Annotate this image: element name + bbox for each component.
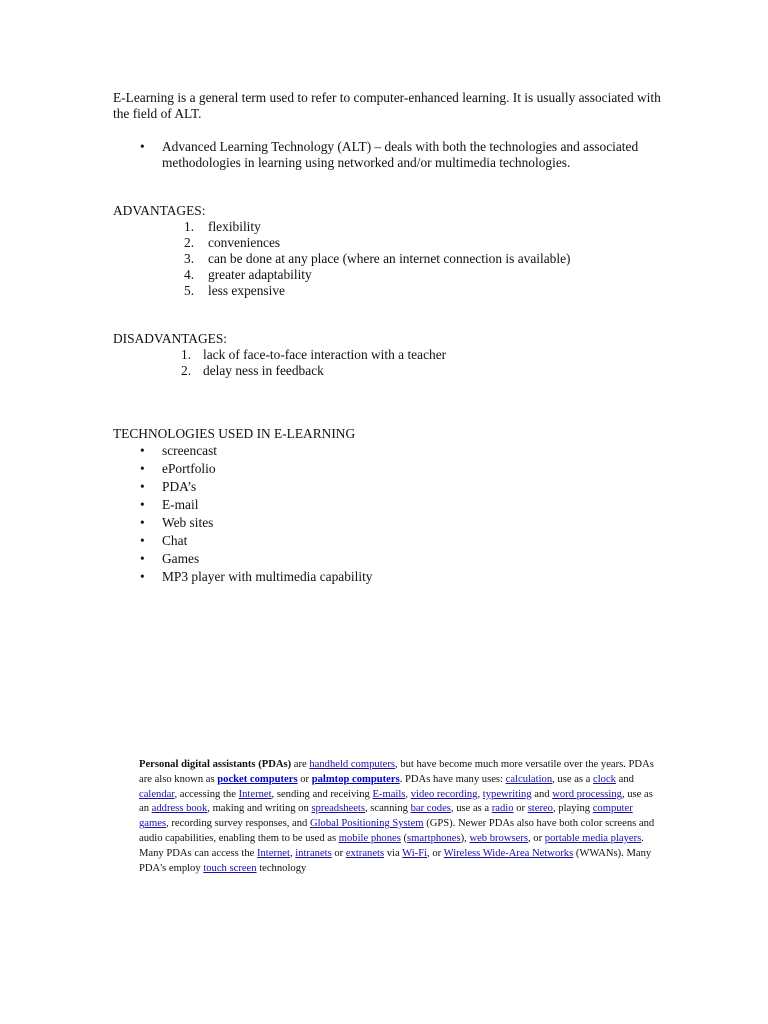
pda-text: or <box>331 847 346 859</box>
link-word-processing[interactable]: word processing <box>552 788 622 800</box>
link-internet[interactable]: Internet <box>238 788 272 800</box>
pda-text: , <box>477 788 483 800</box>
link-typewriting[interactable]: typewriting <box>482 788 532 800</box>
pda-text: . Many PDAs can access the <box>139 832 644 859</box>
list-number: 5. <box>184 283 195 298</box>
pda-text: are <box>291 759 310 770</box>
technology-text: Games <box>162 551 200 566</box>
link-touch-screen[interactable]: touch screen <box>203 862 257 874</box>
pda-text: , use as a <box>450 803 492 815</box>
pda-text: , use as an <box>139 788 653 815</box>
link-radio[interactable]: radio <box>491 803 514 815</box>
link-computer-games[interactable]: computer games <box>139 803 633 830</box>
link-calculation[interactable]: calculation <box>505 773 553 785</box>
list-number: 3. <box>184 251 195 266</box>
link-mobile-phones[interactable]: mobile phones <box>338 832 401 844</box>
pda-text: ( <box>400 832 408 844</box>
pda-text: , or <box>527 832 545 844</box>
pda-text: and <box>531 788 553 800</box>
link-spreadsheets[interactable]: spreadsheets <box>311 803 365 815</box>
pda-text: , sending and receiving <box>271 788 373 800</box>
pda-text: or <box>297 773 312 785</box>
link-portable-media-players[interactable]: portable media players <box>544 832 642 844</box>
alt-bullet-text: Advanced Learning Technology (ALT) – deals with both the technologies and associated methodologies in learning using networked and/or multimedia technologies. <box>162 139 639 170</box>
link-web-browsers[interactable]: web browsers <box>469 832 528 844</box>
link-video-recording[interactable]: video recording <box>410 788 478 800</box>
pda-text: , but have become much more versatile over the years. PDAs are also known as <box>139 759 654 785</box>
link-smartphones[interactable]: smartphones <box>407 832 461 844</box>
technology-text: MP3 player with multimedia capability <box>162 569 373 584</box>
list-number: 1. <box>184 219 195 234</box>
list-number: 2. <box>184 235 195 250</box>
pda-text: , recording survey responses, and <box>166 818 310 830</box>
technology-text: PDA’s <box>162 479 197 494</box>
link-bar-codes[interactable]: bar codes <box>410 803 451 815</box>
advantage-text: conveniences <box>208 235 281 250</box>
bullet-icon: • <box>140 443 145 458</box>
pda-paragraph <box>139 758 659 876</box>
bullet-icon: • <box>140 533 145 548</box>
link-handheld-computers[interactable]: handheld computers <box>309 759 395 770</box>
pda-text: (GPS). Newer PDAs also have both color screens and audio capabilities, enabling them to be used as <box>139 818 655 844</box>
technology-text: screencast <box>162 443 218 458</box>
technologies-heading: TECHNOLOGIES USED IN E-LEARNING <box>113 426 356 441</box>
link-extranets[interactable]: extranets <box>345 847 385 859</box>
pda-text: . PDAs have many uses: <box>399 773 506 785</box>
link-calendar[interactable]: calendar <box>139 788 175 800</box>
technology-text: Chat <box>162 533 188 548</box>
intro-paragraph: E-Learning is a general term used to refer to computer-enhanced learning. It is usually associated with the field of ALT. <box>113 90 661 121</box>
bullet-icon: • <box>140 479 145 494</box>
link-address-book[interactable]: address book <box>151 803 208 815</box>
technology-text: Web sites <box>162 515 214 530</box>
list-number: 2. <box>181 363 192 378</box>
pda-text: , or <box>427 847 444 859</box>
link-wireless-wide-area-networks[interactable]: Wireless Wide-Area Networks <box>443 847 574 859</box>
advantage-text: flexibility <box>208 219 261 234</box>
link-palmtop-computers[interactable]: palmtop computers <box>311 773 400 785</box>
disadvantages-heading: DISADVANTAGES: <box>113 331 227 346</box>
bullet-icon: • <box>140 497 145 512</box>
pda-text: via <box>384 847 403 859</box>
link-internet[interactable]: Internet <box>256 847 290 859</box>
link-pocket-computers[interactable]: pocket computers <box>217 773 298 785</box>
link-gps[interactable]: Global Positioning System <box>309 818 424 830</box>
link-intranets[interactable]: intranets <box>295 847 332 859</box>
technology-text: E-mail <box>162 497 199 512</box>
pda-text: , accessing the <box>174 788 239 800</box>
pda-text: , <box>289 847 296 859</box>
pda-term: Personal digital assistants (PDAs) <box>139 759 292 770</box>
pda-text: or <box>513 803 528 815</box>
disadvantage-text: delay ness in feedback <box>203 363 324 378</box>
link-emails[interactable]: E-mails <box>372 788 406 800</box>
bullet-icon: • <box>140 569 145 584</box>
pda-text: (WWANs). Many PDA's employ <box>139 847 652 874</box>
bullet-icon: • <box>140 551 145 566</box>
pda-text: ), <box>460 832 470 844</box>
link-wifi[interactable]: Wi-Fi <box>402 847 428 859</box>
pda-text: , use as a <box>552 773 594 785</box>
pda-text: , making and writing on <box>207 803 312 815</box>
list-number: 4. <box>184 267 195 282</box>
link-clock[interactable]: clock <box>593 773 616 785</box>
pda-text: and <box>615 773 634 785</box>
pda-text: , playing <box>552 803 593 815</box>
advantage-text: greater adaptability <box>208 267 312 282</box>
advantage-text: can be done at any place (where an internet connection is available) <box>208 251 571 266</box>
list-number: 1. <box>181 347 192 362</box>
bullet-icon: • <box>140 139 145 154</box>
bullet-icon: • <box>140 461 145 476</box>
pda-text: , <box>405 788 411 800</box>
pda-text: , scanning <box>364 803 411 815</box>
bullet-icon: • <box>140 515 145 530</box>
advantages-heading: ADVANTAGES: <box>113 203 206 218</box>
link-stereo[interactable]: stereo <box>527 803 553 815</box>
advantage-text: less expensive <box>208 283 285 298</box>
technology-text: ePortfolio <box>162 461 216 476</box>
pda-text: technology <box>256 862 307 874</box>
disadvantage-text: lack of face-to-face interaction with a teacher <box>203 347 447 362</box>
